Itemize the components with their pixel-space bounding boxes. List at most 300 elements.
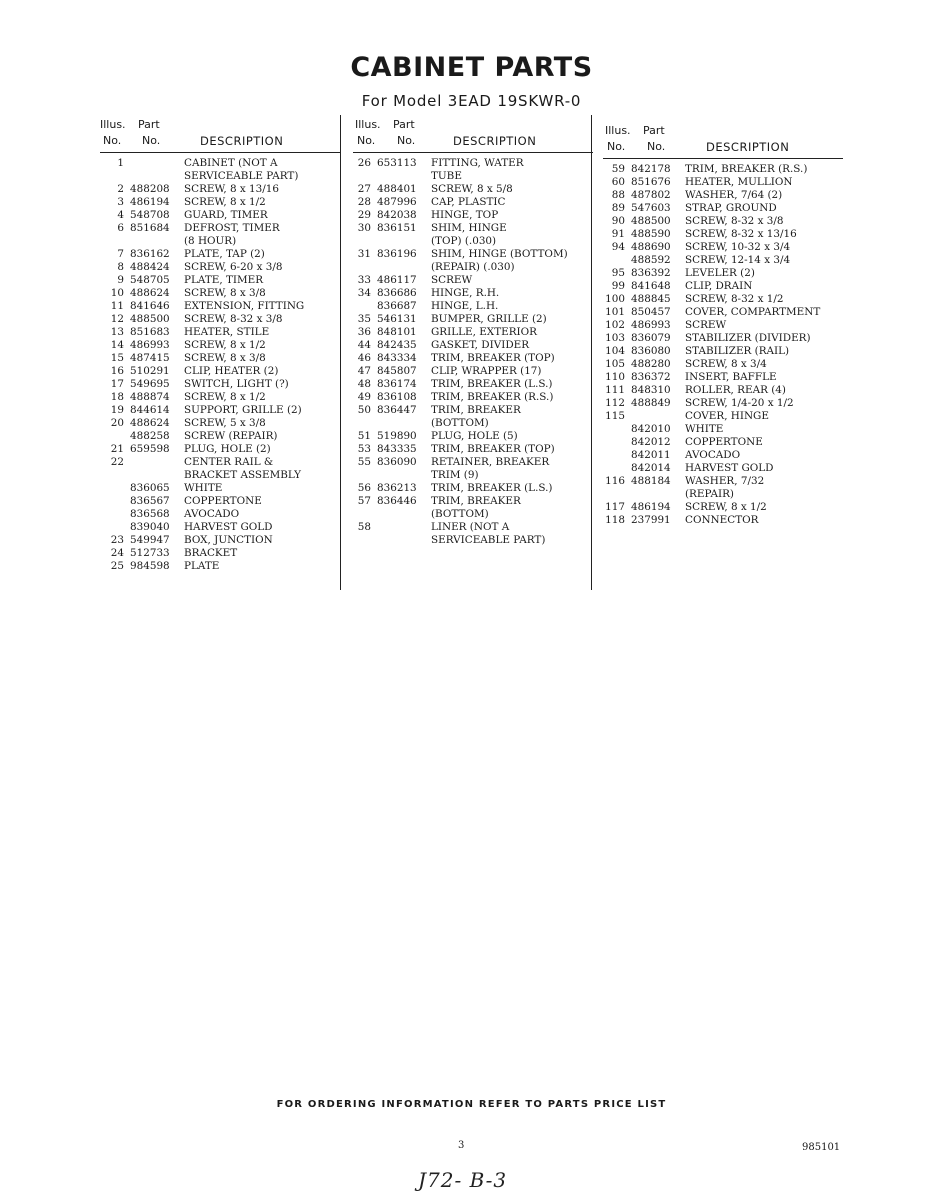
part-number bbox=[124, 170, 178, 183]
illus-number: 47 bbox=[357, 365, 371, 377]
part-number: 488280 bbox=[631, 358, 671, 370]
illus-number: 20 bbox=[110, 417, 124, 429]
part-description: TRIM, BREAKER (R.S.) bbox=[431, 391, 554, 403]
illus-number: 58 bbox=[357, 521, 371, 533]
handwritten-note: J72- B-3 bbox=[418, 1168, 508, 1192]
illus-number: 3 bbox=[117, 196, 124, 208]
illus-number: 116 bbox=[605, 475, 625, 487]
part-row bbox=[353, 482, 593, 495]
part-number: 836568 bbox=[130, 508, 170, 520]
part-description: WHITE bbox=[184, 482, 223, 494]
part-row bbox=[603, 215, 843, 228]
part-number bbox=[371, 261, 425, 274]
part-row bbox=[353, 209, 593, 222]
part-row bbox=[100, 274, 340, 287]
part-description: TUBE bbox=[431, 170, 462, 182]
illus-number bbox=[100, 521, 124, 534]
part-header-line2: No. bbox=[397, 134, 416, 147]
part-number: 488424 bbox=[130, 261, 170, 273]
part-row bbox=[353, 313, 593, 326]
part-row bbox=[603, 345, 843, 358]
part-description: RETAINER, BREAKER bbox=[431, 456, 550, 468]
part-description: HARVEST GOLD bbox=[685, 462, 774, 474]
part-description: CONNECTOR bbox=[685, 514, 759, 526]
part-description: SCREW, 8 x 1/2 bbox=[184, 196, 266, 208]
part-number: 659598 bbox=[130, 443, 170, 455]
part-description: SCREW, 8 x 1/2 bbox=[685, 501, 767, 513]
part-number: 836108 bbox=[377, 391, 417, 403]
part-number: 486194 bbox=[631, 501, 671, 513]
part-row bbox=[100, 261, 340, 274]
illus-number: 102 bbox=[605, 319, 625, 331]
part-number: 548708 bbox=[130, 209, 170, 221]
illus-number: 59 bbox=[611, 163, 625, 175]
part-number: 836446 bbox=[377, 495, 417, 507]
illus-number: 50 bbox=[357, 404, 371, 416]
illus-number: 104 bbox=[605, 345, 625, 357]
illus-number: 26 bbox=[357, 157, 371, 169]
part-number: 836392 bbox=[631, 267, 671, 279]
part-row bbox=[353, 443, 593, 456]
part-number: 842178 bbox=[631, 163, 671, 175]
part-description: CENTER RAIL & bbox=[184, 456, 274, 468]
part-description: EXTENSION, FITTING bbox=[184, 300, 305, 312]
part-description: (BOTTOM) bbox=[431, 508, 489, 520]
part-row bbox=[100, 183, 340, 196]
part-description: SUPPORT, GRILLE (2) bbox=[184, 404, 302, 416]
part-row bbox=[353, 183, 593, 196]
part-description: TRIM, BREAKER (TOP) bbox=[431, 352, 555, 364]
parts-list bbox=[603, 163, 843, 527]
part-row bbox=[100, 157, 340, 170]
part-row bbox=[603, 254, 843, 267]
part-row bbox=[100, 339, 340, 352]
part-number: 851684 bbox=[130, 222, 170, 234]
part-row bbox=[353, 274, 593, 287]
part-description: STABILIZER (DIVIDER) bbox=[685, 332, 811, 344]
part-number bbox=[124, 157, 178, 170]
part-row bbox=[603, 358, 843, 371]
part-row bbox=[100, 469, 340, 482]
part-number bbox=[124, 235, 178, 248]
illus-number: 56 bbox=[357, 482, 371, 494]
part-number: 486117 bbox=[377, 274, 417, 286]
part-description: CLIP, WRAPPER (17) bbox=[431, 365, 542, 377]
part-number: 848101 bbox=[377, 326, 417, 338]
illus-number bbox=[603, 488, 625, 501]
part-description: STRAP, GROUND bbox=[685, 202, 777, 214]
part-number: 836174 bbox=[377, 378, 417, 390]
illus-number: 10 bbox=[110, 287, 124, 299]
part-description: STABILIZER (RAIL) bbox=[685, 345, 790, 357]
illus-number: 118 bbox=[605, 514, 625, 526]
part-number: 486993 bbox=[631, 319, 671, 331]
illus-number bbox=[100, 170, 124, 183]
illus-number: 27 bbox=[357, 183, 371, 195]
part-description: AVOCADO bbox=[685, 449, 741, 461]
part-description: WASHER, 7/64 (2) bbox=[685, 189, 783, 201]
part-description: CAP, PLASTIC bbox=[431, 196, 506, 208]
part-description: SCREW, 1/4-20 x 1/2 bbox=[685, 397, 794, 409]
illus-number: 100 bbox=[605, 293, 625, 305]
part-row bbox=[353, 378, 593, 391]
part-number: 519890 bbox=[377, 430, 417, 442]
part-description: TRIM, BREAKER (L.S.) bbox=[431, 378, 553, 390]
part-description: LEVELER (2) bbox=[685, 267, 755, 279]
part-description: PLATE bbox=[184, 560, 220, 572]
part-number: 836687 bbox=[377, 300, 417, 312]
illus-number: 95 bbox=[611, 267, 625, 279]
part-row bbox=[353, 222, 593, 235]
part-number: 486993 bbox=[130, 339, 170, 351]
part-description: SCREW, 8 x 3/8 bbox=[184, 352, 266, 364]
part-number: 839040 bbox=[130, 521, 170, 533]
part-description: HEATER, MULLION bbox=[685, 176, 793, 188]
part-row bbox=[603, 176, 843, 189]
part-number: 488690 bbox=[631, 241, 671, 253]
illus-number: 48 bbox=[357, 378, 371, 390]
part-row bbox=[353, 391, 593, 404]
part-row bbox=[100, 352, 340, 365]
part-number: 851676 bbox=[631, 176, 671, 188]
part-row bbox=[603, 384, 843, 397]
illus-number: 29 bbox=[357, 209, 371, 221]
part-description: (8 HOUR) bbox=[184, 235, 237, 247]
part-row bbox=[603, 202, 843, 215]
part-number: 836567 bbox=[130, 495, 170, 507]
part-number: 488874 bbox=[130, 391, 170, 403]
part-number bbox=[371, 417, 425, 430]
illus-number bbox=[353, 170, 371, 183]
parts-column-3 bbox=[603, 124, 843, 527]
illus-number: 16 bbox=[110, 365, 124, 377]
part-description: PLUG, HOLE (2) bbox=[184, 443, 271, 455]
part-description: SCREW (REPAIR) bbox=[184, 430, 278, 442]
part-description: TRIM, BREAKER (TOP) bbox=[431, 443, 555, 455]
part-description: SCREW, 8-32 x 1/2 bbox=[685, 293, 784, 305]
illus-number: 105 bbox=[605, 358, 625, 370]
part-number: 549695 bbox=[130, 378, 170, 390]
illus-number: 21 bbox=[110, 443, 124, 455]
illus-header-line1: Illus. bbox=[355, 118, 381, 131]
illus-number: 44 bbox=[357, 339, 371, 351]
part-number: 841648 bbox=[631, 280, 671, 292]
illus-number: 90 bbox=[611, 215, 625, 227]
illus-number bbox=[603, 449, 625, 462]
part-description: SCREW, 8 x 3/4 bbox=[685, 358, 767, 370]
illus-number: 35 bbox=[357, 313, 371, 325]
illus-number bbox=[603, 254, 625, 267]
part-row bbox=[353, 365, 593, 378]
part-row bbox=[603, 163, 843, 176]
part-row bbox=[100, 430, 340, 443]
illus-number: 11 bbox=[110, 300, 124, 312]
part-row bbox=[603, 436, 843, 449]
part-number: 836162 bbox=[130, 248, 170, 260]
illus-number: 1 bbox=[117, 157, 124, 169]
illus-number: 33 bbox=[357, 274, 371, 286]
illus-number bbox=[100, 469, 124, 482]
part-number bbox=[124, 456, 178, 469]
part-row bbox=[100, 443, 340, 456]
part-description: CLIP, HEATER (2) bbox=[184, 365, 279, 377]
illus-number: 53 bbox=[357, 443, 371, 455]
part-description: TRIM, BREAKER (R.S.) bbox=[685, 163, 808, 175]
part-description: SCREW, 8 x 5/8 bbox=[431, 183, 513, 195]
part-description: BRACKET bbox=[184, 547, 238, 559]
part-row bbox=[100, 209, 340, 222]
part-number: 486194 bbox=[130, 196, 170, 208]
part-row bbox=[353, 430, 593, 443]
illus-number bbox=[100, 235, 124, 248]
part-row bbox=[100, 482, 340, 495]
part-number: 848310 bbox=[631, 384, 671, 396]
illus-number: 91 bbox=[611, 228, 625, 240]
part-number: 487802 bbox=[631, 189, 671, 201]
part-description: GUARD, TIMER bbox=[184, 209, 268, 221]
part-row bbox=[353, 456, 593, 469]
part-row bbox=[100, 300, 340, 313]
parts-list bbox=[100, 157, 340, 573]
illus-number: 17 bbox=[110, 378, 124, 390]
part-row bbox=[353, 157, 593, 170]
part-row bbox=[353, 248, 593, 261]
part-row bbox=[603, 189, 843, 202]
part-number bbox=[124, 469, 178, 482]
part-description: SHIM, HINGE (BOTTOM) bbox=[431, 248, 568, 260]
part-description: HEATER, STILE bbox=[184, 326, 270, 338]
illus-number: 31 bbox=[357, 248, 371, 260]
part-row bbox=[100, 313, 340, 326]
part-description: COPPERTONE bbox=[184, 495, 262, 507]
part-description: GRILLE, EXTERIOR bbox=[431, 326, 537, 338]
part-number: 488184 bbox=[631, 475, 671, 487]
illus-header-line2: No. bbox=[607, 140, 626, 153]
part-description: SHIM, HINGE bbox=[431, 222, 507, 234]
part-number bbox=[625, 410, 679, 423]
part-row bbox=[100, 170, 340, 183]
illus-number: 99 bbox=[611, 280, 625, 292]
illus-number: 94 bbox=[611, 241, 625, 253]
part-row bbox=[100, 196, 340, 209]
part-description: WASHER, 7/32 bbox=[685, 475, 765, 487]
part-row bbox=[603, 319, 843, 332]
illus-number: 13 bbox=[110, 326, 124, 338]
illus-number: 46 bbox=[357, 352, 371, 364]
part-row bbox=[603, 449, 843, 462]
part-description: FITTING, WATER bbox=[431, 157, 524, 169]
part-number: 488258 bbox=[130, 430, 170, 442]
part-description: HINGE, R.H. bbox=[431, 287, 500, 299]
part-description: TRIM (9) bbox=[431, 469, 479, 481]
part-description: HINGE, L.H. bbox=[431, 300, 499, 312]
part-row bbox=[353, 417, 593, 430]
illus-number: 4 bbox=[117, 209, 124, 221]
illus-number: 25 bbox=[110, 560, 124, 572]
part-number: 845807 bbox=[377, 365, 417, 377]
part-row bbox=[100, 248, 340, 261]
illus-number: 12 bbox=[110, 313, 124, 325]
part-description: SCREW, 5 x 3/8 bbox=[184, 417, 266, 429]
part-row bbox=[100, 534, 340, 547]
part-number: 842038 bbox=[377, 209, 417, 221]
illus-number bbox=[353, 300, 371, 313]
part-description: SCREW, 12-14 x 3/4 bbox=[685, 254, 791, 266]
part-number: 836447 bbox=[377, 404, 417, 416]
part-number bbox=[371, 235, 425, 248]
illus-number bbox=[603, 436, 625, 449]
part-description: SCREW, 8 x 1/2 bbox=[184, 339, 266, 351]
part-description: CLIP, DRAIN bbox=[685, 280, 753, 292]
illus-number bbox=[353, 261, 371, 274]
illus-number: 103 bbox=[605, 332, 625, 344]
illus-header-line1: Illus. bbox=[605, 124, 631, 137]
part-number: 487415 bbox=[130, 352, 170, 364]
part-description: PLUG, HOLE (5) bbox=[431, 430, 518, 442]
part-description: COPPERTONE bbox=[685, 436, 763, 448]
part-row bbox=[603, 267, 843, 280]
part-number bbox=[371, 521, 425, 534]
part-row bbox=[353, 235, 593, 248]
part-row bbox=[353, 196, 593, 209]
part-number bbox=[625, 488, 679, 501]
illus-number bbox=[353, 235, 371, 248]
part-row bbox=[100, 235, 340, 248]
part-number: 836196 bbox=[377, 248, 417, 260]
part-number: 546131 bbox=[377, 313, 417, 325]
part-row bbox=[353, 508, 593, 521]
part-number: 836372 bbox=[631, 371, 671, 383]
part-row bbox=[353, 339, 593, 352]
part-number: 843335 bbox=[377, 443, 417, 455]
part-number: 842012 bbox=[631, 436, 671, 448]
part-number: 547603 bbox=[631, 202, 671, 214]
illus-number: 28 bbox=[357, 196, 371, 208]
part-number: 237991 bbox=[631, 514, 671, 526]
part-description: SCREW, 10-32 x 3/4 bbox=[685, 241, 791, 253]
part-row bbox=[603, 514, 843, 527]
illus-number bbox=[603, 423, 625, 436]
illus-number: 2 bbox=[117, 183, 124, 195]
part-description: SCREW, 8 x 3/8 bbox=[184, 287, 266, 299]
part-number: 842435 bbox=[377, 339, 417, 351]
part-number: 842014 bbox=[631, 462, 671, 474]
part-description: GASKET, DIVIDER bbox=[431, 339, 530, 351]
part-description: SERVICEABLE PART) bbox=[431, 534, 546, 546]
header-rule bbox=[353, 152, 593, 153]
part-row bbox=[100, 508, 340, 521]
page-title: CABINET PARTS bbox=[350, 52, 593, 83]
description-header: DESCRIPTION bbox=[706, 140, 790, 154]
part-description: INSERT, BAFFLE bbox=[685, 371, 777, 383]
illus-number: 14 bbox=[110, 339, 124, 351]
part-row bbox=[353, 287, 593, 300]
header-rule bbox=[603, 158, 843, 159]
part-number: 512733 bbox=[130, 547, 170, 559]
illus-number: 57 bbox=[357, 495, 371, 507]
part-row bbox=[603, 410, 843, 423]
part-row bbox=[100, 456, 340, 469]
part-row bbox=[100, 378, 340, 391]
part-number: 488624 bbox=[130, 417, 170, 429]
document-number: 985101 bbox=[802, 1142, 841, 1153]
part-description: SCREW, 6-20 x 3/8 bbox=[184, 261, 283, 273]
illus-number: 15 bbox=[110, 352, 124, 364]
part-number bbox=[371, 469, 425, 482]
illus-number bbox=[353, 417, 371, 430]
part-description: (REPAIR) (.030) bbox=[431, 261, 515, 273]
column-header bbox=[603, 124, 843, 158]
part-number: 653113 bbox=[377, 157, 417, 169]
illus-number bbox=[100, 430, 124, 443]
illus-number bbox=[100, 482, 124, 495]
ordering-info-footer: FOR ORDERING INFORMATION REFER TO PARTS PRICE LIST bbox=[276, 1099, 667, 1110]
illus-number: 60 bbox=[611, 176, 625, 188]
part-description: COVER, COMPARTMENT bbox=[685, 306, 821, 318]
part-row bbox=[353, 170, 593, 183]
part-row bbox=[353, 300, 593, 313]
part-row bbox=[353, 261, 593, 274]
illus-number: 110 bbox=[605, 371, 625, 383]
part-row bbox=[603, 371, 843, 384]
illus-number: 7 bbox=[117, 248, 124, 260]
part-row bbox=[100, 521, 340, 534]
part-row bbox=[353, 469, 593, 482]
part-header-line1: Part bbox=[138, 118, 160, 131]
illus-number: 115 bbox=[605, 410, 625, 422]
illus-number: 23 bbox=[110, 534, 124, 546]
part-number bbox=[371, 170, 425, 183]
part-number bbox=[371, 534, 425, 547]
part-header-line2: No. bbox=[142, 134, 161, 147]
part-row bbox=[603, 462, 843, 475]
part-row bbox=[100, 365, 340, 378]
part-number: 836151 bbox=[377, 222, 417, 234]
part-description: (TOP) (.030) bbox=[431, 235, 497, 247]
part-row bbox=[353, 326, 593, 339]
parts-list bbox=[353, 157, 593, 547]
part-description: BUMPER, GRILLE (2) bbox=[431, 313, 547, 325]
part-description: TRIM, BREAKER (L.S.) bbox=[431, 482, 553, 494]
part-number: 488592 bbox=[631, 254, 671, 266]
part-number: 850457 bbox=[631, 306, 671, 318]
part-row bbox=[100, 326, 340, 339]
part-row bbox=[603, 488, 843, 501]
part-description: ROLLER, REAR (4) bbox=[685, 384, 786, 396]
part-row bbox=[100, 287, 340, 300]
part-header-line2: No. bbox=[647, 140, 666, 153]
part-description: SCREW, 8 x 13/16 bbox=[184, 183, 279, 195]
part-row bbox=[100, 222, 340, 235]
illus-number: 117 bbox=[605, 501, 625, 513]
illus-header-line1: Illus. bbox=[100, 118, 126, 131]
header-rule bbox=[100, 152, 340, 153]
part-row bbox=[603, 228, 843, 241]
part-description: PLATE, TAP (2) bbox=[184, 248, 265, 260]
illus-number: 36 bbox=[357, 326, 371, 338]
illus-number: 24 bbox=[110, 547, 124, 559]
part-number: 842010 bbox=[631, 423, 671, 435]
part-number: 548705 bbox=[130, 274, 170, 286]
part-description: SWITCH, LIGHT (?) bbox=[184, 378, 289, 390]
column-divider bbox=[340, 115, 341, 590]
part-description: SCREW, 8-32 x 3/8 bbox=[685, 215, 784, 227]
part-description: DEFROST, TIMER bbox=[184, 222, 280, 234]
part-row bbox=[100, 495, 340, 508]
part-number: 488401 bbox=[377, 183, 417, 195]
part-row bbox=[100, 404, 340, 417]
illus-number bbox=[603, 462, 625, 475]
